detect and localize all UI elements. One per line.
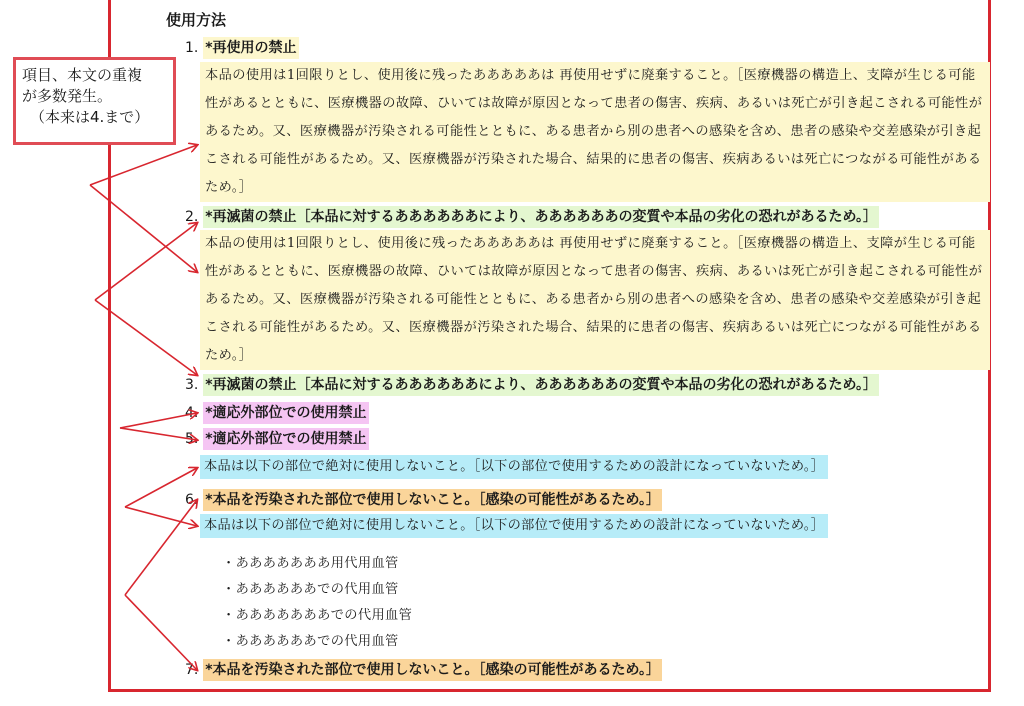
item-5-number: 5. xyxy=(185,431,199,447)
item-2-heading xyxy=(185,206,879,228)
item-5-heading-text: *適応外部位での使用禁止 xyxy=(203,428,368,450)
item-2-body: 本品の使用は1回限りとし、使用後に残ったあああああは 再使用せずに廃棄すること。［医療機器の構造上、支障が生じる可能性があるとともに、医療機器の故障、ひいては故障が原因となって患者の傷害、疾病、あるいは死亡が引き起こされる可能性があるため。又、医療機器が汚染される可能性とともに、ある患者から別の患者への感染を含め、患者の感染や交差感染が引き起こされる可能性があるため。又、医療機器が汚染された場合、結果的に患者の傷害、疾病あるいは死亡につながる可能性があるため。］ xyxy=(200,230,990,370)
callout-line-2: が多数発生。 xyxy=(22,87,113,105)
item-4-heading xyxy=(185,402,369,424)
item-3-number: 3. xyxy=(185,377,199,393)
callout-line-1: 項目、本文の重複 xyxy=(22,66,143,84)
item-4-number: 4. xyxy=(185,405,199,421)
item-1-number: 1. xyxy=(185,40,199,56)
item-3-heading-text: *再滅菌の禁止［本品に対するああああああにより、ああああああの変質や本品の劣化の恐れがあるため。］ xyxy=(203,374,879,396)
list-item: ・ああああああでの代用血管 xyxy=(222,634,399,649)
item-5-body: 本品は以下の部位で絶対に使用しないこと。［以下の部位で使用するための設計になっていないため。］ xyxy=(200,455,828,479)
list-item: ・ああああああでの代用血管 xyxy=(222,582,399,597)
item-6-heading xyxy=(185,489,662,511)
duplication-callout xyxy=(13,57,176,145)
item-1-heading xyxy=(185,37,299,59)
item-1-body: 本品の使用は1回限りとし、使用後に残ったあああああは 再使用せずに廃棄すること。［医療機器の構造上、支障が生じる可能性があるとともに、医療機器の故障、ひいては故障が原因となって患者の傷害、疾病、あるいは死亡が引き起こされる可能性があるため。又、医療機器が汚染される可能性とともに、ある患者から別の患者への感染を含め、患者の感染や交差感染が引き起こされる可能性があるため。又、医療機器が汚染された場合、結果的に患者の傷害、疾病あるいは死亡につながる可能性があるため。］ xyxy=(200,62,990,202)
item-2-number: 2. xyxy=(185,209,199,225)
item-6-body: 本品は以下の部位で絶対に使用しないこと。［以下の部位で使用するための設計になっていないため。］ xyxy=(200,514,828,538)
item-2-heading-text: *再滅菌の禁止［本品に対するああああああにより、ああああああの変質や本品の劣化の恐れがあるため。］ xyxy=(203,206,879,228)
item-3-heading xyxy=(185,374,879,396)
list-item: ・あああああああでの代用血管 xyxy=(222,608,413,623)
section-title: 使用方法 xyxy=(166,11,227,29)
item-7-heading-text: *本品を汚染された部位で使用しないこと。［感染の可能性があるため。］ xyxy=(203,659,662,681)
item-5-heading xyxy=(185,428,369,450)
item-7-number: 7. xyxy=(185,662,199,678)
list-item: ・あああああああ用代用血管 xyxy=(222,556,399,571)
item-1-heading-text: *再使用の禁止 xyxy=(203,37,298,59)
item-4-heading-text: *適応外部位での使用禁止 xyxy=(203,402,368,424)
item-6-number: 6. xyxy=(185,492,199,508)
callout-line-3: （本来は4.まで） xyxy=(30,108,150,126)
item-7-heading xyxy=(185,659,662,681)
item-6-heading-text: *本品を汚染された部位で使用しないこと。［感染の可能性があるため。］ xyxy=(203,489,662,511)
